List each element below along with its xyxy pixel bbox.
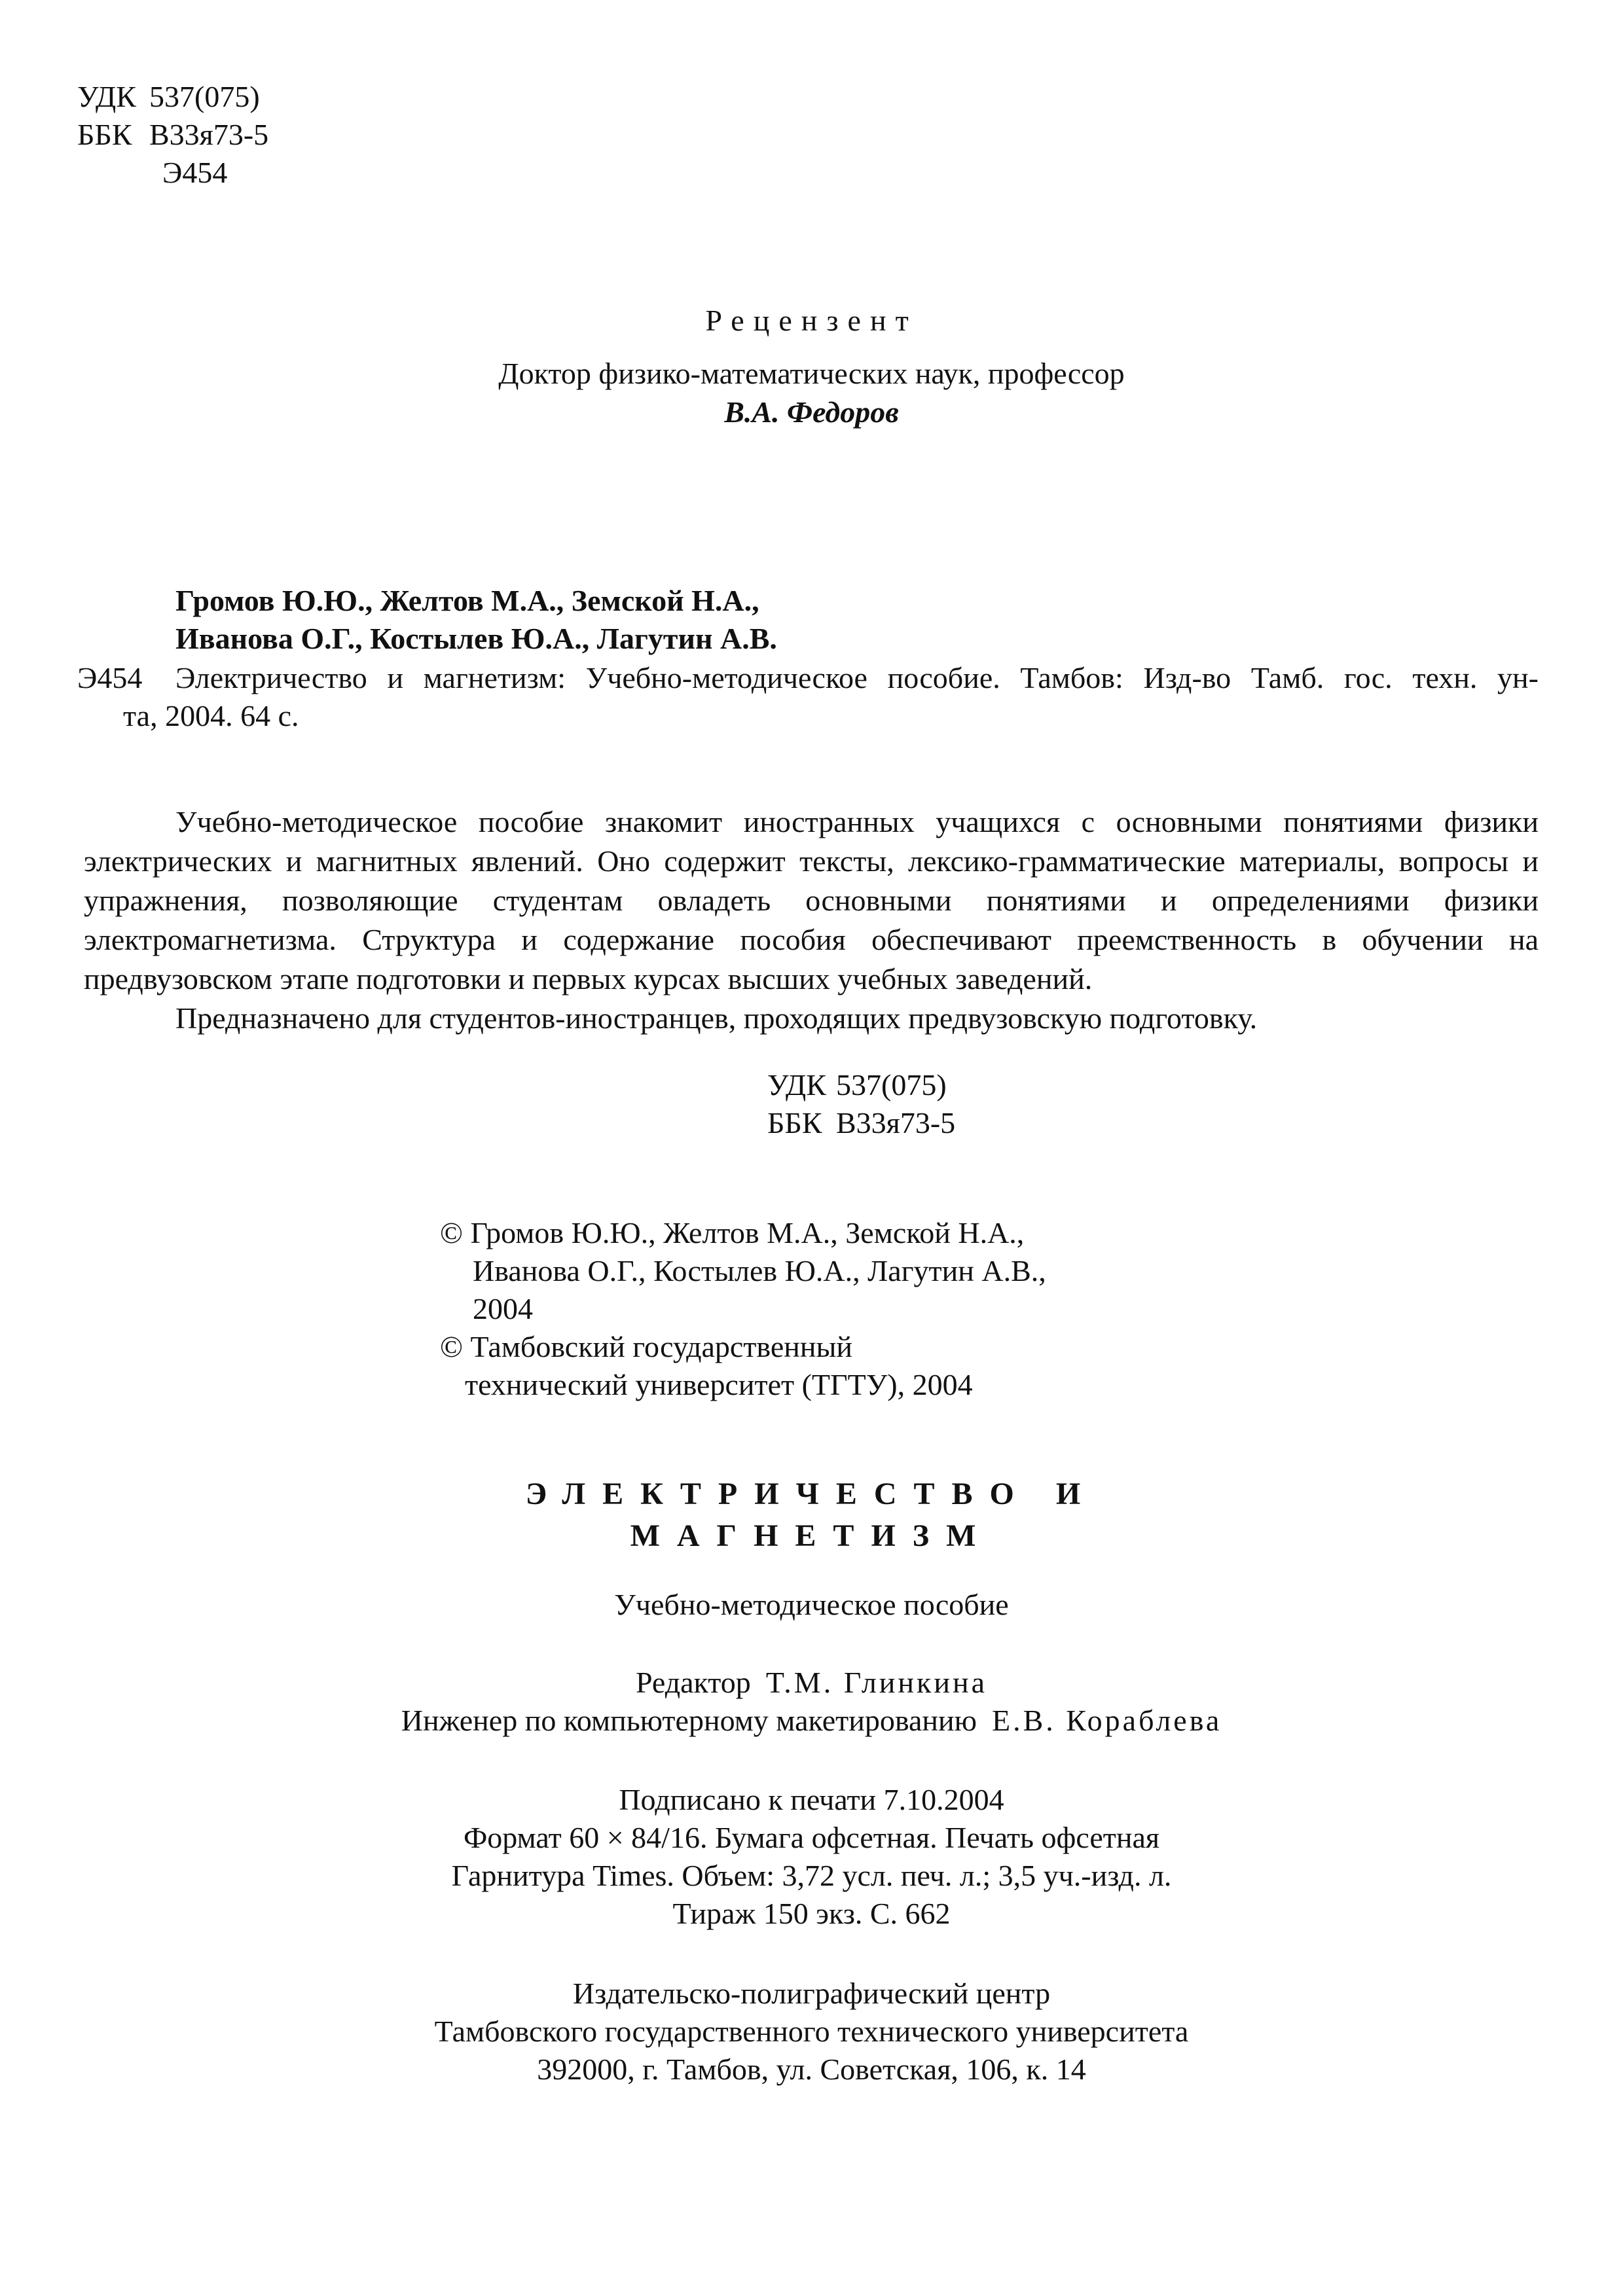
- bbk-line-2: [767, 1105, 955, 1141]
- udk-value: 537(075): [149, 80, 260, 113]
- engineer-line: [0, 1702, 1623, 1739]
- author-sign: Э454: [162, 156, 228, 189]
- reviewer-heading: Рецензент: [705, 304, 918, 337]
- copyright-line-3: 2004: [473, 1292, 533, 1325]
- bib-description-2: та, 2004. 64 с.: [123, 699, 299, 732]
- udk-line: [77, 79, 260, 115]
- copyright-line-5: технический университет (ТГТУ), 2004: [465, 1368, 973, 1401]
- bbk-label: ББК: [77, 118, 132, 151]
- annotation-paragraph-2: Предназначено для студентов-иностранцев, проходящих предвузовскую подготовку.: [175, 1001, 1258, 1035]
- editor-name: Т.М. Глинкина: [765, 1666, 988, 1699]
- editor-line: [0, 1664, 1623, 1701]
- reviewer-name: В.А. Федоров: [724, 395, 899, 429]
- udk-label-2: УДК: [767, 1068, 826, 1102]
- reviewer-degree: Доктор физико-математических наук, профессор: [498, 357, 1125, 390]
- bbk-value-2: В33я73-5: [836, 1106, 956, 1139]
- book-title-line-2: МАГНЕТИЗМ: [630, 1518, 993, 1553]
- print-run-line: Тираж 150 экз. С. 662: [672, 1897, 951, 1930]
- udk-value-2: 537(075): [836, 1068, 947, 1102]
- authors-line-1: Громов Ю.Ю., Желтов М.А., Земской Н.А.,: [175, 584, 759, 617]
- udk-line-2: [767, 1067, 947, 1103]
- publisher-address: 392000, г. Тамбов, ул. Советская, 106, к. 14: [537, 2053, 1086, 2086]
- signed-to-print: Подписано к печати 7.10.2004: [619, 1783, 1004, 1816]
- bbk-label-2: ББК: [767, 1106, 822, 1139]
- copyright-line-1: © Громов Ю.Ю., Желтов М.А., Земской Н.А.,: [440, 1216, 1025, 1249]
- annotation: [84, 802, 1539, 1038]
- copyright-line-4: © Тамбовский государственный: [440, 1330, 853, 1363]
- udk-label: УДК: [77, 80, 136, 113]
- editor-label: Редактор: [635, 1666, 751, 1699]
- publisher-line-2: Тамбовского государственного технического университета: [434, 2015, 1189, 2048]
- engineer-label: Инженер по компьютерному макетированию: [401, 1704, 977, 1737]
- bbk-value: В33я73-5: [149, 118, 269, 151]
- format-line: Формат 60 × 84/16. Бумага офсетная. Печать офсетная: [463, 1821, 1160, 1854]
- book-subtitle: Учебно-методическое пособие: [614, 1588, 1009, 1621]
- typeface-line: Гарнитура Times. Объем: 3,72 усл. печ. л.; 3,5 уч.-изд. л.: [451, 1859, 1172, 1892]
- bib-code: Э454: [77, 661, 143, 694]
- authors-line-2: Иванова О.Г., Костылев Ю.А., Лагутин А.В.: [175, 622, 777, 655]
- annotation-paragraph-1: Учебно-методическое пособие знакомит иностранных учащихся с основными понятиями физики электрических и магнитных явлений. Оно содержит тексты, лексико-грамматические материалы, вопросы и упражнения, позволяющие студентам овладеть основными понятиями и определениями физики электромагнетизма. Структура и содержание пособия обеспечивают преемственность в обучении на предвузовском этапе подготовки и первых курсах высших учебных заведений.: [84, 805, 1539, 996]
- copyright-line-2: Иванова О.Г., Костылев Ю.А., Лагутин А.В.,: [473, 1254, 1046, 1287]
- book-title-line-1: ЭЛЕКТРИЧЕСТВО И: [525, 1477, 1098, 1511]
- bib-description-1: Электричество и магнетизм: Учебно-методическое пособие. Тамбов: Изд-во Тамб. гос. техн. ун-: [175, 661, 1539, 694]
- publisher-line-1: Издательско-полиграфический центр: [572, 1977, 1051, 2010]
- engineer-name: Е.В. Кораблева: [991, 1704, 1222, 1737]
- bbk-line: [77, 117, 268, 153]
